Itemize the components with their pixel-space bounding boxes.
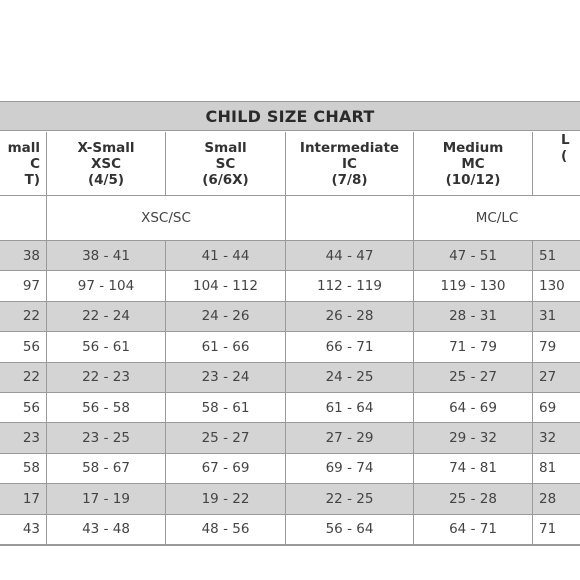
table-cell-partial-left: 22 bbox=[0, 363, 47, 392]
subheader-cell-0 bbox=[0, 196, 47, 240]
table-cell-large: 81 bbox=[539, 460, 557, 477]
table-cell-small: 48 - 56 bbox=[166, 515, 286, 544]
column-header-small-line-1: Small bbox=[204, 139, 247, 156]
table-row bbox=[0, 454, 580, 484]
column-header-0-line-1: mall bbox=[7, 139, 40, 156]
table-cell-small: 23 - 24 bbox=[166, 363, 286, 392]
table-cell-xsmall: 22 - 23 bbox=[47, 363, 166, 392]
column-header-medium-line-2: MC bbox=[461, 155, 485, 172]
table-cell-xsmall: 23 - 25 bbox=[47, 423, 166, 452]
column-header-xsmall-line-3: (4/5) bbox=[87, 171, 125, 188]
table-cell-medium: 47 - 51 bbox=[414, 241, 533, 270]
column-header-xsmall bbox=[47, 132, 166, 195]
table-row bbox=[0, 423, 580, 453]
column-header-xsmall-line-2: XSC bbox=[90, 155, 122, 172]
table-cell-medium: 64 - 69 bbox=[414, 393, 533, 422]
column-header-medium-line-3: (10/12) bbox=[445, 171, 501, 188]
table-cell-large: 32 bbox=[539, 430, 557, 447]
column-header-xsmall-line-1: X-Small bbox=[77, 139, 135, 156]
table-cell-intermediate: 26 - 28 bbox=[286, 302, 414, 331]
table-cell-large: 27 bbox=[539, 369, 557, 386]
column-header-small bbox=[166, 132, 286, 195]
table-cell-small: 41 - 44 bbox=[166, 241, 286, 270]
column-header-large-line-1: L bbox=[561, 132, 570, 148]
table-cell-xsmall: 43 - 48 bbox=[47, 515, 166, 544]
column-header-medium bbox=[414, 132, 533, 195]
column-header-intermediate-line-1: Intermediate bbox=[299, 139, 400, 156]
table-cell-small: 67 - 69 bbox=[166, 454, 286, 483]
table-row bbox=[0, 271, 580, 301]
table-cell-intermediate: 112 - 119 bbox=[286, 271, 414, 300]
table-cell-partial-left: 38 bbox=[0, 241, 47, 270]
table-cell-large: 28 bbox=[539, 490, 557, 507]
column-header-intermediate-line-2: IC bbox=[342, 155, 357, 172]
table-cell-medium: 25 - 27 bbox=[414, 363, 533, 392]
table-cell-partial-left: 43 bbox=[0, 515, 47, 544]
table-cell-small: 58 - 61 bbox=[166, 393, 286, 422]
table-cell-small: 19 - 22 bbox=[166, 484, 286, 513]
table-bottom-border bbox=[0, 545, 580, 546]
table-cell-medium: 64 - 71 bbox=[414, 515, 533, 544]
column-header-0-line-2: C bbox=[30, 155, 40, 172]
table-cell-medium: 119 - 130 bbox=[414, 271, 533, 300]
table-cell-intermediate: 24 - 25 bbox=[286, 363, 414, 392]
subheader-row bbox=[0, 196, 580, 241]
table-cell-xsmall: 97 - 104 bbox=[47, 271, 166, 300]
table-cell-small: 61 - 66 bbox=[166, 332, 286, 361]
table-cell-xsmall: 22 - 24 bbox=[47, 302, 166, 331]
column-header-0 bbox=[0, 132, 47, 195]
table-cell-intermediate: 27 - 29 bbox=[286, 423, 414, 452]
column-header-large bbox=[533, 132, 580, 195]
table-cell-xsmall: 56 - 58 bbox=[47, 393, 166, 422]
table-cell-large: 69 bbox=[539, 399, 557, 416]
column-header-medium-line-1: Medium bbox=[442, 139, 504, 156]
table-cell-medium: 74 - 81 bbox=[414, 454, 533, 483]
table-cell-partial-left: 97 bbox=[0, 271, 47, 300]
column-header-0-line-3: T) bbox=[24, 171, 40, 188]
table-cell-xsmall: 17 - 19 bbox=[47, 484, 166, 513]
table-cell-small: 25 - 27 bbox=[166, 423, 286, 452]
table-cell-small: 24 - 26 bbox=[166, 302, 286, 331]
table-cell-xsmall: 38 - 41 bbox=[47, 241, 166, 270]
table-row bbox=[0, 363, 580, 393]
table-row bbox=[0, 484, 580, 514]
column-header-row bbox=[0, 132, 580, 196]
table-cell-small: 104 - 112 bbox=[166, 271, 286, 300]
table-cell-large: 79 bbox=[539, 338, 557, 355]
table-cell-partial-left: 56 bbox=[0, 332, 47, 361]
table-row bbox=[0, 515, 580, 545]
column-header-small-line-3: (6/6X) bbox=[202, 171, 249, 188]
table-row bbox=[0, 302, 580, 332]
table-cell-medium: 71 - 79 bbox=[414, 332, 533, 361]
table-row bbox=[0, 241, 580, 271]
subheader-xsc-sc: XSC/SC bbox=[47, 196, 286, 240]
table-cell-large: 31 bbox=[539, 308, 557, 325]
table-cell-large: 51 bbox=[539, 247, 557, 264]
table-row bbox=[0, 332, 580, 362]
table-cell-intermediate: 44 - 47 bbox=[286, 241, 414, 270]
table-cell-medium: 29 - 32 bbox=[414, 423, 533, 452]
table-cell-large: 130 bbox=[539, 278, 565, 295]
table-cell-partial-left: 22 bbox=[0, 302, 47, 331]
table-cell-xsmall: 58 - 67 bbox=[47, 454, 166, 483]
subheader-mc-lc: MC/LC bbox=[475, 210, 519, 226]
table-row bbox=[0, 393, 580, 423]
table-cell-partial-left: 56 bbox=[0, 393, 47, 422]
subheader-cell-intermediate bbox=[286, 196, 414, 240]
table-cell-intermediate: 61 - 64 bbox=[286, 393, 414, 422]
table-cell-medium: 28 - 31 bbox=[414, 302, 533, 331]
chart-title: CHILD SIZE CHART bbox=[0, 101, 580, 131]
table-cell-partial-left: 58 bbox=[0, 454, 47, 483]
column-header-large-line-3: ( bbox=[561, 148, 568, 164]
table-cell-large: 71 bbox=[539, 521, 557, 538]
table-cell-xsmall: 56 - 61 bbox=[47, 332, 166, 361]
table-cell-intermediate: 22 - 25 bbox=[286, 484, 414, 513]
table-cell-partial-left: 17 bbox=[0, 484, 47, 513]
column-header-small-line-2: SC bbox=[215, 155, 236, 172]
table-cell-intermediate: 69 - 74 bbox=[286, 454, 414, 483]
table-cell-medium: 25 - 28 bbox=[414, 484, 533, 513]
table-cell-intermediate: 56 - 64 bbox=[286, 515, 414, 544]
column-header-intermediate-line-3: (7/8) bbox=[331, 171, 368, 188]
column-header-intermediate bbox=[286, 132, 414, 195]
table-cell-intermediate: 66 - 71 bbox=[286, 332, 414, 361]
table-cell-partial-left: 23 bbox=[0, 423, 47, 452]
